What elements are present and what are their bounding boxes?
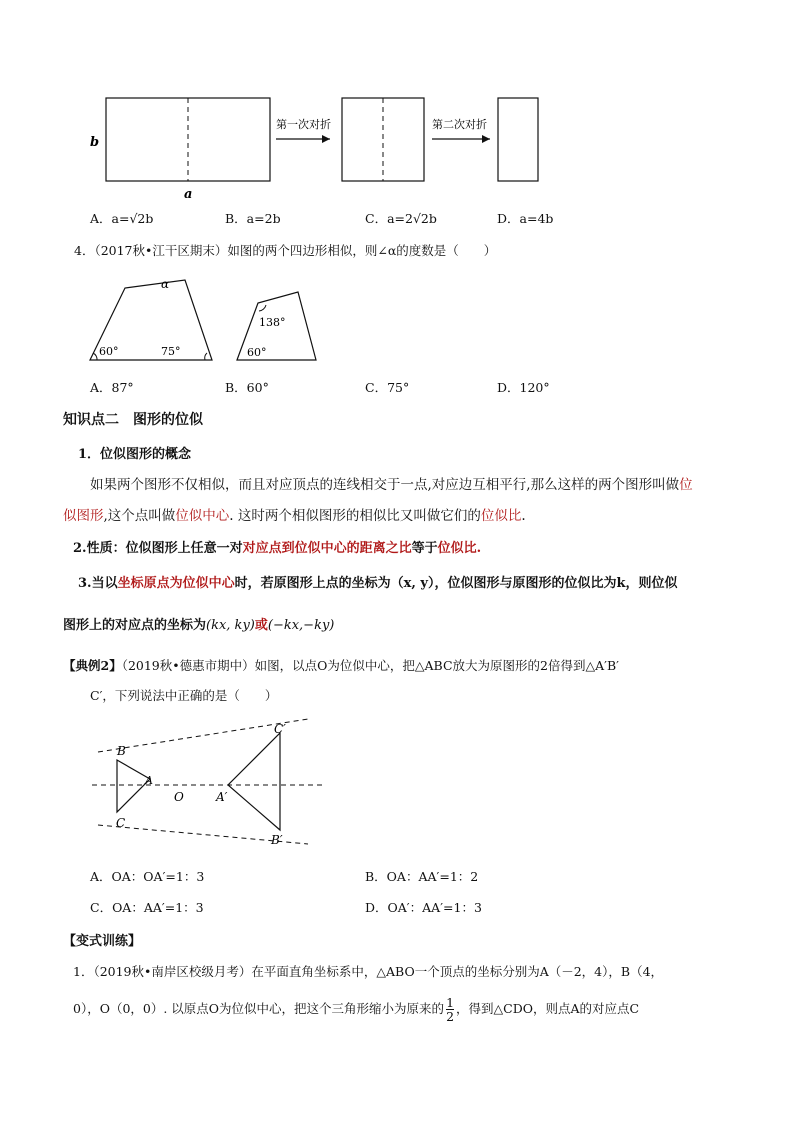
variant-q1-line1: 1．（2019秋•南岸区校级月考）在平面直角坐标系中，△ABO一个顶点的坐标分别为A（－2，4），B（4， [73,964,664,979]
example2-line1: 【典例2】（2019秋•德惠市期中）如图，以点O为位似中心，把△ABC放大为原图形的2倍得到△A′B′ [63,658,619,673]
q4-option-c: C．75° [365,380,410,395]
example2-option-c: C．OA：AA′=1：3 [90,900,204,915]
homothety-figure [90,717,330,847]
point-B: B [117,744,126,758]
q4-option-a: A．87° [90,380,134,395]
definition-line2: 似图形,这个点叫做位似中心. 这时两个相似图形的相似比又叫做它们的位似比. [63,508,526,524]
angle-75-label: 75° [161,345,181,358]
label-b: b [90,135,100,150]
item1-title: 1．位似图形的概念 [78,447,192,462]
fold2-label: 第二次对折 [432,118,487,131]
label-a: a [184,187,193,202]
property-line: 2.性质：位似图形上任意一对对应点到位似中心的距离之比等于位似比. [73,541,482,556]
example2-option-d: D．OA′：AA′=1：3 [365,900,482,915]
point-A: A [145,774,153,787]
angle-60-left: 60° [99,345,119,358]
example2-line2: C′，下列说法中正确的是（ ） [90,688,278,703]
angle-138-label: 138° [259,316,286,329]
q4-option-b: B．60° [225,380,269,395]
q4-text: 4．（2017秋•江干区期末）如图的两个四边形相似，则∠α的度数是（ ） [74,243,497,258]
item3-line2: 图形上的对应点的坐标为(kx, ky)或(−kx,−ky) [63,618,335,633]
fold1-label: 第一次对折 [276,118,331,131]
q3-option-c: C．a=2√2b [365,211,437,226]
definition-line1: 如果两个图形不仅相似，而且对应顶点的连线相交于一点,对应边互相平行,那么这样的两个图形叫做位 [90,477,693,493]
item3-line1: 3.当以坐标原点为位似中心时，若原图形上点的坐标为（x, y），位似图形与原图形的位似比为k，则位似 [78,576,678,591]
example2-option-a: A．OA：OA′=1：3 [90,869,205,884]
point-A-prime: A′ [216,790,228,804]
point-O: O [174,790,184,804]
quadrilaterals-figure [85,278,330,363]
section-title: 知识点二 图形的位似 [63,412,203,428]
q3-option-d: D．a=4b [497,211,554,226]
q4-option-d: D．120° [497,380,550,395]
example2-option-b: B．OA：AA′=1：2 [365,869,479,884]
variant-q1-line2: 0），O（0，0）. 以原点O为位似中心，把这个三角形缩小为原来的 $\frac{1}{2}$ ，得到△CDO，则点A的对应点C [73,995,640,1024]
variant-tag: 【变式训练】 [63,934,142,949]
folding-figure [80,92,540,202]
alpha-label: α [161,278,170,291]
q3-option-b: B．a=2b [225,211,281,226]
q3-option-a: A．a=√2b [90,211,154,226]
point-C-prime: C′ [274,722,286,736]
point-C: C [116,816,126,830]
point-B-prime: B′ [271,833,283,847]
angle-60-right: 60° [247,346,267,359]
